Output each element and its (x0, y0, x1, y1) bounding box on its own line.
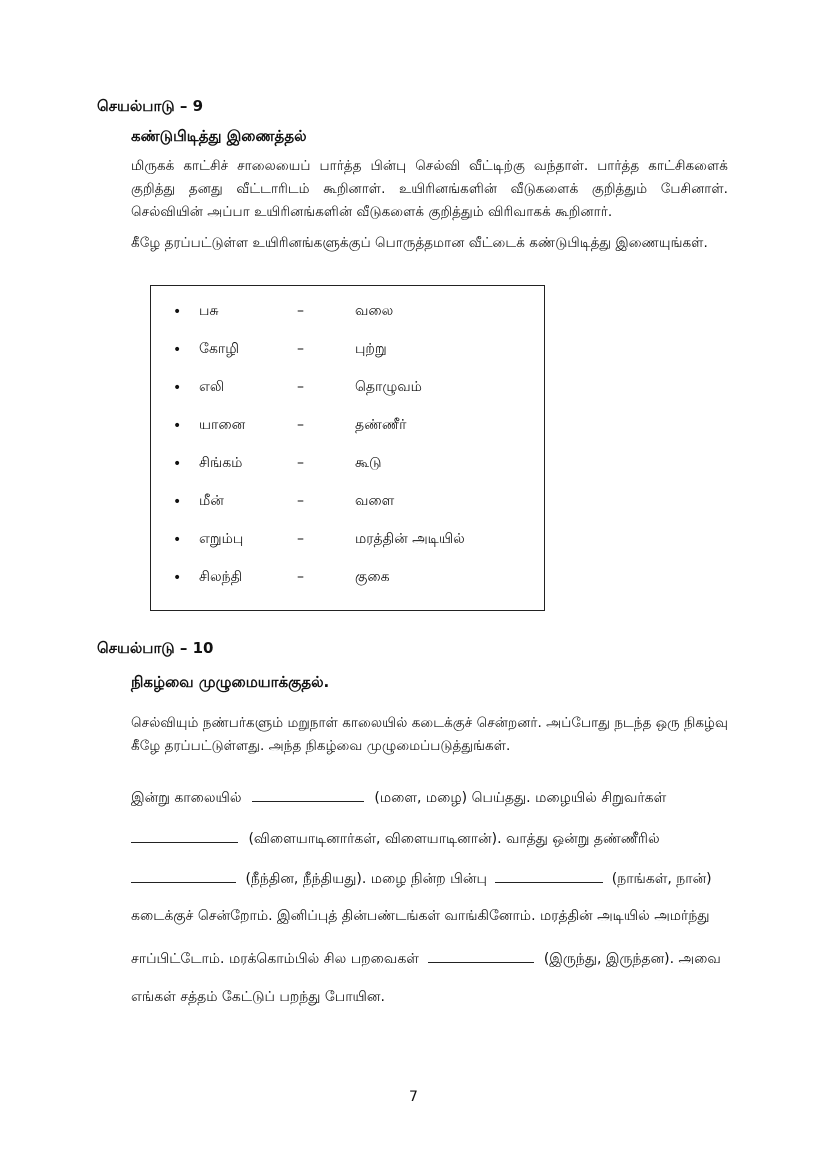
animal-label: கோழி (199, 341, 239, 357)
dash: – (297, 531, 304, 547)
home-label: தண்ணீர் (355, 417, 407, 433)
animal-label: எறும்பு (199, 531, 244, 547)
match-row (151, 455, 546, 475)
match-row (151, 303, 546, 323)
home-label: மரத்தின் அடியில் (355, 531, 465, 547)
dash: – (297, 455, 304, 471)
match-row (151, 569, 546, 589)
fill-line-6 (131, 989, 385, 1007)
bullet-icon: • (173, 494, 182, 510)
answer-blank[interactable] (252, 787, 364, 802)
page-number: 7 (409, 1089, 418, 1105)
animal-label: சிங்கம் (199, 455, 243, 471)
animal-label: எலி (199, 379, 225, 395)
bullet-icon: • (173, 532, 182, 548)
text: (நாங்கள், நான்) (611, 871, 712, 887)
activity-9-paragraph-1: மிருகக் காட்சிச் சாலையைப் பார்த்த பின்பு செல்வி வீட்டிற்கு வந்தாள். பார்த்த காட்சிகளைக் குறித்து தனது வீட்டாரிடம் கூறினாள். உயிரினங்களின் வீடுகளைக் குறித்தும் பேசினாள். செல்வியின் அப்பா உயிரினங்களின் வீடுகளைக் குறித்தும் விரிவாகக் கூறினார். (131, 158, 728, 220)
dash: – (297, 493, 304, 509)
text: சாப்பிட்டோம். மரக்கொம்பில் சில பறவைகள் (131, 951, 419, 967)
fill-line-3 (131, 868, 712, 889)
activity-9-paragraph-2: கீழே தரப்பட்டுள்ள உயிரினங்களுக்குப் பொருத்தமான வீட்டைக் கண்டுபிடித்து இணையுங்கள். (131, 235, 708, 251)
animal-label: சிலந்தி (199, 569, 243, 585)
answer-blank[interactable] (131, 828, 238, 843)
answer-blank[interactable] (495, 868, 603, 883)
text: கடைக்குச் சென்றோம். இனிப்புத் தின்பண்டங்கள் வாங்கினோம். மரத்தின் அடியில் அமர்ந்து (131, 908, 710, 924)
bullet-icon: • (173, 304, 182, 320)
bullet-icon: • (173, 570, 182, 586)
match-row (151, 493, 546, 513)
fill-line-5 (131, 948, 721, 969)
bullet-icon: • (173, 418, 182, 434)
text: (நீந்தின, நீந்தியது). மழை நின்ற பின்பு (245, 871, 487, 887)
activity-9-heading: செயல்பாடு – 9 (97, 97, 204, 115)
fill-line-4 (131, 908, 710, 926)
answer-blank[interactable] (131, 868, 236, 883)
answer-blank[interactable] (428, 948, 534, 963)
dash: – (297, 569, 304, 585)
dash: – (297, 303, 304, 319)
dash: – (297, 417, 304, 433)
activity-10-paragraph: செல்வியும் நண்பர்களும் மறுநாள் காலையில் கடைக்குச் சென்றனர். அப்போது நடந்த ஒரு நிகழ்வு கீழே தரப்பட்டுள்ளது. அந்த நிகழ்வை முழுமைப்படுத்துங்கள். (131, 715, 728, 754)
activity-10-heading: செயல்பாடு – 10 (97, 639, 214, 657)
dash: – (297, 341, 304, 357)
fill-line-2 (131, 828, 660, 849)
match-row (151, 379, 546, 399)
text: எங்கள் சத்தம் கேட்டுப் பறந்து போயின. (131, 989, 385, 1005)
matching-box (150, 285, 545, 611)
animal-label: பசு (199, 303, 219, 319)
home-label: வலை (355, 303, 394, 319)
bullet-icon: • (173, 342, 182, 358)
match-row (151, 531, 546, 551)
fill-line-1 (131, 787, 666, 808)
text: (மளை, மழை) பெய்தது. மழையில் சிறுவர்கள் (374, 790, 667, 806)
text: இன்று காலையில் (131, 790, 242, 806)
home-label: புற்று (355, 341, 387, 357)
home-label: கூடு (355, 455, 382, 471)
match-row (151, 341, 546, 361)
bullet-icon: • (173, 456, 182, 472)
dash: – (297, 379, 304, 395)
match-row (151, 417, 546, 437)
home-label: வளை (355, 493, 395, 509)
bullet-icon: • (173, 380, 182, 396)
home-label: குகை (355, 569, 390, 585)
text: (இருந்து, இருந்தன). அவை (543, 951, 721, 967)
home-label: தொழுவம் (355, 379, 422, 395)
text: (விளையாடினார்கள், விளையாடினான்). வாத்து ஒன்று தண்ணீரில் (248, 831, 660, 847)
activity-9-subheading: கண்டுபிடித்து இணைத்தல் (131, 127, 307, 145)
animal-label: யானை (199, 417, 246, 433)
animal-label: மீன் (199, 493, 224, 509)
activity-10-subheading: நிகழ்வை முழுமையாக்குதல். (131, 673, 330, 691)
